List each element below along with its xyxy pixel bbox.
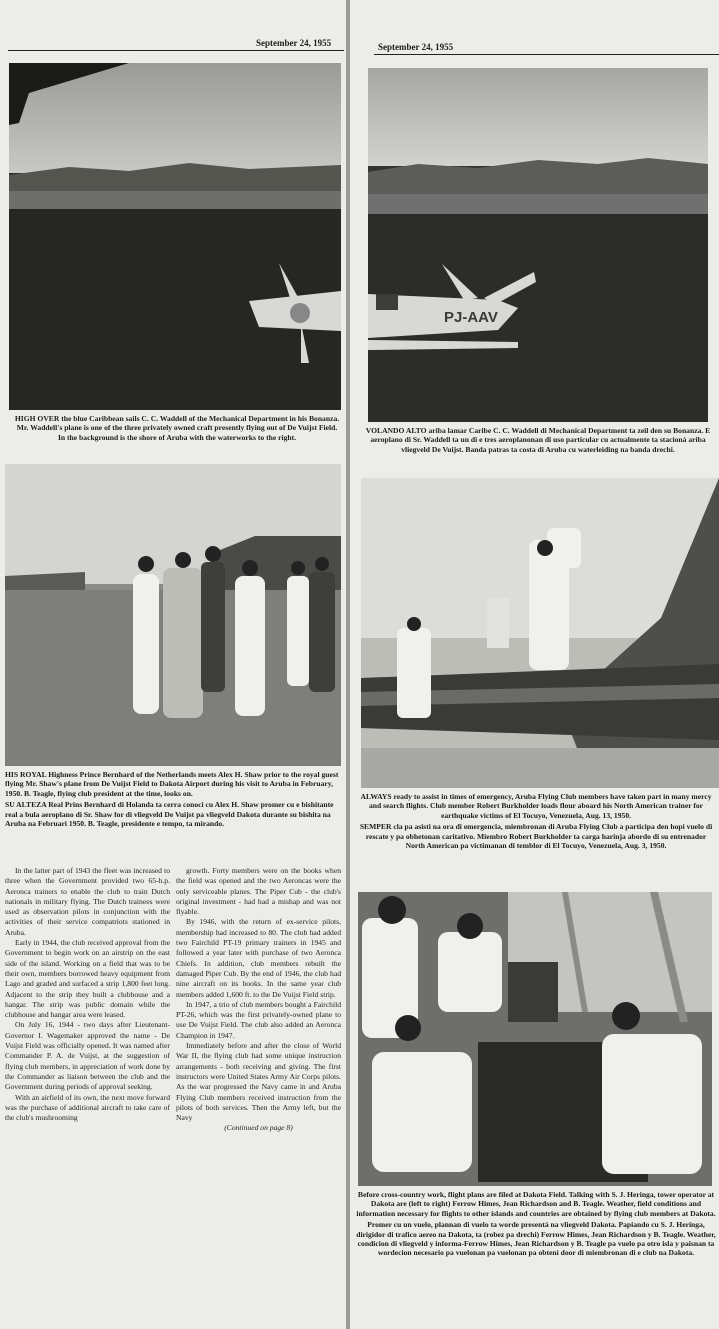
photo1-caption (14, 414, 340, 462)
photo2-caption (356, 792, 716, 888)
paragraph: Early in 1944, the club received approval from the Government to begin work on an airstrip on the east side of the island. Working on a field that was to be their own, members borrowed heavy equipment from Lago and graded and surfaced a strip 1,800 feet long. Adjacent to the strip they built a clubhouse and a hangar. The strip was public domain while the clubhouse and hangar area were leased. (5, 938, 170, 1020)
right-page (350, 0, 719, 1329)
paragraph: Immediately before and after the close of World War II, the flying club had some unique instruction arrangements - both receiving and giving. The first instructors were United States Army Air Corps pilots. As the war progressed the Navy came in and Aruba Flying Club members received instruction from the pilots of both services. Then the Army left, but the Navy (176, 1041, 341, 1123)
page-date: September 24, 1955 (378, 42, 454, 52)
paragraph: On July 16, 1944 - two days after Lieutenant-Governor I. Wagemaker approved the name - De Vuijst Field was officially opened. It was named after Commander P. A. de Vuijst, at the suggestion of flying club members, in appreciation of work done by the Commander as liaison between the club and the Government during periods of approval seeking. (5, 1020, 170, 1092)
left-page (0, 0, 346, 1329)
photo3-caption-papiamento: Promer cu un vuelo, plannan di vuelo ta worde presentá na vliegveld Dakota. Papiando cu S. J. Heringa, dirigidor di trafico aereo na Dakota, ta (robez pa drechi) Ferrow Himes, Jean Richardson y B. Teagle. Weather, condicion di vliegveld y informa-Ferrow Himes, Jean Richardson y B. Teagle pa vuelo pa otro isla y paisnan ta wordecion necesario pa vuelonan pa vuelonan pa obtení door di miembronan di e club na Dakota. (356, 1220, 716, 1258)
photo3-caption (356, 1190, 716, 1324)
photo-loading-flour (361, 478, 719, 788)
photo2-caption-english: HIS ROYAL Highness Prince Bernhard of the Netherlands meets Alex H. Shaw prior to the royal guest flying Mr. Shaw's plane from De Vuijst Field to Dakota Airport during his visit to Aruba in February, 1950. B. Teagle, flying club president at the time, looks on. (5, 770, 339, 798)
photo3-caption-english: Before cross-country work, flight plans are filed at Dakota Field. Talking with S. J. Heringa, tower operator at Dakota are (left to right) Ferrow Himes, Jean Richardson and B. Teagle. Weather, field conditions and information necessary for flights to other islands and countries are obtained by flying club members at Dakota. (356, 1190, 716, 1218)
paragraph: By 1946, with the return of ex-service pilots, membership had increased to 80. The club had added two Fairchild PT-19 primary trainers in 1945 and followed a year later with purchase of two Aeronca Chiefs. In addition, club members rebuilt the damaged Piper Cub. By the end of 1946, the club had nine aircraft on its books. In the same year club members added 1,600 ft. to the De Vuijst Field strip. (176, 917, 341, 999)
photo1-caption-text: HIGH OVER the blue Caribbean sails C. C. Waddell of the Mechanical Department in his Bonanza. Mr. Waddell's plane is one of the three privately owned craft presently flying out of De Vuijst Field. In the background is the shore of Aruba with the waterworks to the right. (14, 414, 340, 442)
photo-bonanza-registration (368, 68, 708, 422)
photo2-caption (5, 770, 343, 862)
photo-radio-room (358, 892, 712, 1186)
header-rule (374, 54, 719, 55)
header-rule (8, 50, 344, 51)
paragraph: In the latter part of 1943 the fleet was increased to three when the Government provided two 65-h.p. Aeronca trainers to enable the club to train Dutch nationals in military flying. The Dutch trainees were used as observation pilots in conjunction with the activities of their service compatriots stationed in Aruba. (5, 866, 170, 937)
paragraph: growth. Forty members were on the books when the field was opened and the two Aeroncas were the only serviceable planes. The Piper Cub - the club's original investment - had had a mishap and was not flyable. (176, 866, 341, 917)
continued-note: (Continued on page 8) (224, 1123, 293, 1133)
photo1-caption (364, 426, 712, 474)
photo2-caption-papiamento: SEMPER cla pa asisti na ora di emergencia, miembronan di Aruba Flying Club a participa den hopi vuelo di rescate y pa obhetonan caritativo. Miembro Robert Burkholder ta carga harinja abordo di su entrenador North American pa victimanan di temblor di El Tocuyo, Venezuela, Aug. 3, 1950. (359, 822, 713, 851)
photo-bonanza-over-coast (9, 63, 341, 410)
paragraph: In 1947, a trio of club members bought a Fairchild PT-26, which was the first privately-owned plane to use De Vuijst Field. The club also added an Aeronca Champion in 1947. (176, 999, 341, 1040)
photo2-caption-papiamento: SU ALTEZA Real Prins Bernhard di Holanda ta cerra conoci cu Alex H. Shaw promer cu e bishitante real a bula aeroplano di Sr. Shaw for di vliegveld De Vuijst pa vliegveld Dakota durante su bishita na Aruba na Februari 1950. B. Teagle, presidente e tempo, ta mirando. (5, 800, 334, 829)
page-date: September 24, 1955 (256, 38, 332, 48)
article-column-1 (5, 866, 170, 1296)
article-column-2 (176, 866, 341, 1296)
photo-prince-bernhard (5, 464, 341, 766)
plane-registration: PJ-AAV (444, 309, 498, 326)
photo1-caption-text: VOLANDO ALTO ariba lamar Caribe C. C. Waddell di Mechanical Department ta zeil den su Bonanza. E aeroplano di Sr. Waddell ta un di e tres aeroplanonan di uso particular cu actualmente ta stacioná ariba vliegveld De Vuijst. Banda patras ta costa di Aruba cu waterleiding na banda drechi. (365, 426, 711, 454)
paragraph: With an airfield of its own, the next move forward was the purchase of additional aircraft to take care of the club's mushrooming (5, 1092, 170, 1123)
photo2-caption-english: ALWAYS ready to assist in times of emergency, Aruba Flying Club members have taken part in many mercy and search flights. Club member Robert Burkholder loads flour aboard his North American trainer for earthquake victims of El Tocuyo, Venezuela, Aug. 13, 1950. (360, 792, 712, 820)
